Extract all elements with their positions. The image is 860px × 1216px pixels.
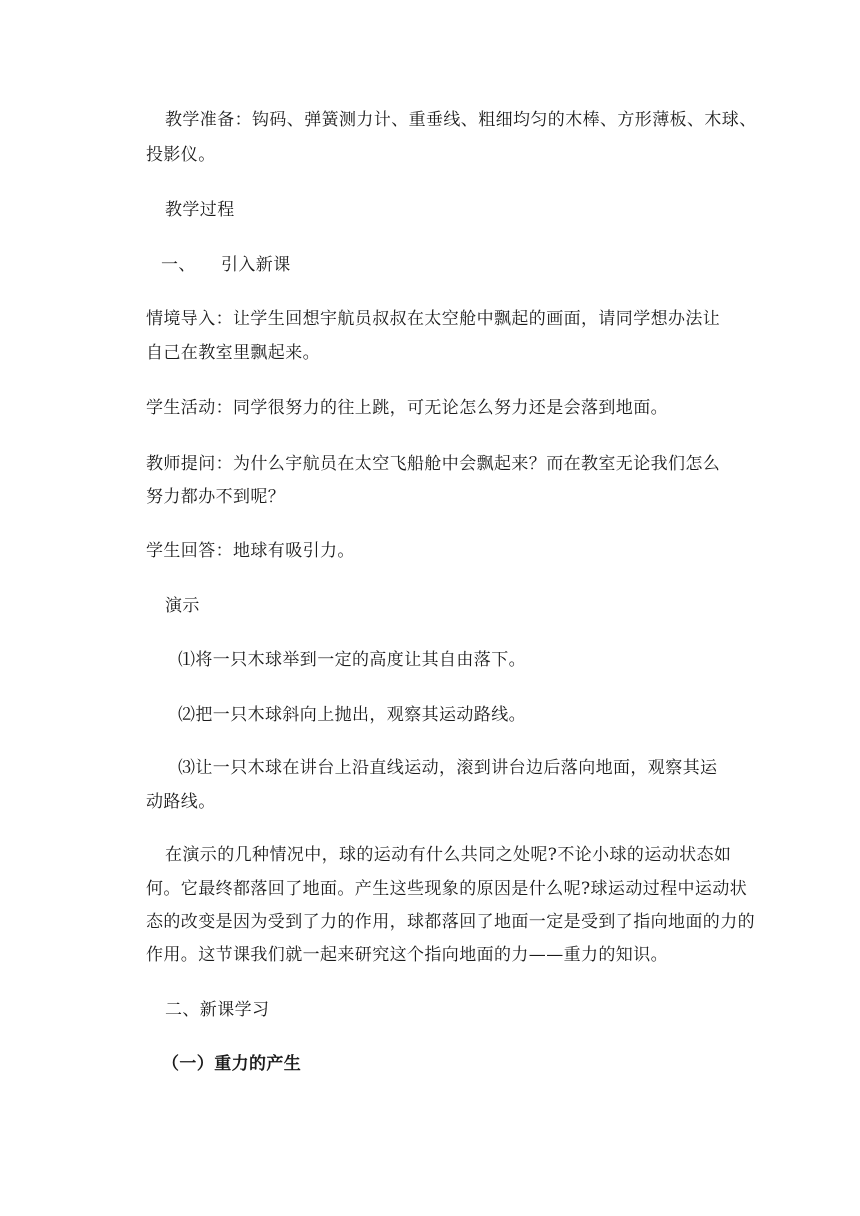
paragraph-line-2: 何。它最终都落回了地面。产生这些现象的原因是什么呢?球运动过程中运动状 bbox=[146, 879, 748, 899]
question-line-1: 教师提问：为什么宇航员在太空飞船舱中会飘起来？而在教室无论我们怎么 bbox=[146, 454, 721, 474]
demo-item-2: ⑵把一只木球斜向上抛出，观察其运动路线。 bbox=[178, 705, 526, 725]
question-line-2: 努力都办不到呢？ bbox=[146, 487, 286, 507]
paragraph-line-1: 在演示的几种情况中，球的运动有什么共同之处呢?不论小球的运动状态如 bbox=[165, 845, 732, 865]
demo-item-3-line-1: ⑶让一只木球在讲台上沿直线运动，滚到讲台边后落向地面，观察其运 bbox=[178, 758, 718, 778]
section1-title: 引入新课 bbox=[221, 255, 291, 275]
prep-line-1: 教学准备：钩码、弹簧测力计、重垂线、粗细均匀的木棒、方形薄板、木球、 bbox=[165, 110, 757, 130]
prep-line-2: 投影仪。 bbox=[146, 145, 216, 165]
activity-line: 学生活动：同学很努力的往上跳，可无论怎么努力还是会落到地面。 bbox=[146, 398, 668, 418]
process-heading: 教学过程 bbox=[165, 200, 235, 220]
demo-item-1: ⑴将一只木球举到一定的高度让其自由落下。 bbox=[178, 650, 526, 670]
section1-number: 一、 bbox=[161, 255, 196, 275]
intro-line-1: 情境导入：让学生回想宇航员叔叔在太空舱中飘起的画面，请同学想办法让 bbox=[146, 309, 721, 329]
demo-heading: 演示 bbox=[165, 596, 200, 616]
paragraph-line-3: 态的改变是因为受到了力的作用，球都落回了地面一定是受到了指向地面的力的 bbox=[146, 912, 755, 932]
answer-line: 学生回答：地球有吸引力。 bbox=[146, 541, 355, 561]
subsection1-heading: （一）重力的产生 bbox=[162, 1054, 302, 1074]
paragraph-line-4: 作用。这节课我们就一起来研究这个指向地面的力——重力的知识。 bbox=[146, 945, 668, 965]
demo-item-3-line-2: 动路线。 bbox=[146, 792, 216, 812]
intro-line-2: 自己在教室里飘起来。 bbox=[146, 343, 320, 363]
section2-heading: 二、新课学习 bbox=[165, 1000, 270, 1020]
